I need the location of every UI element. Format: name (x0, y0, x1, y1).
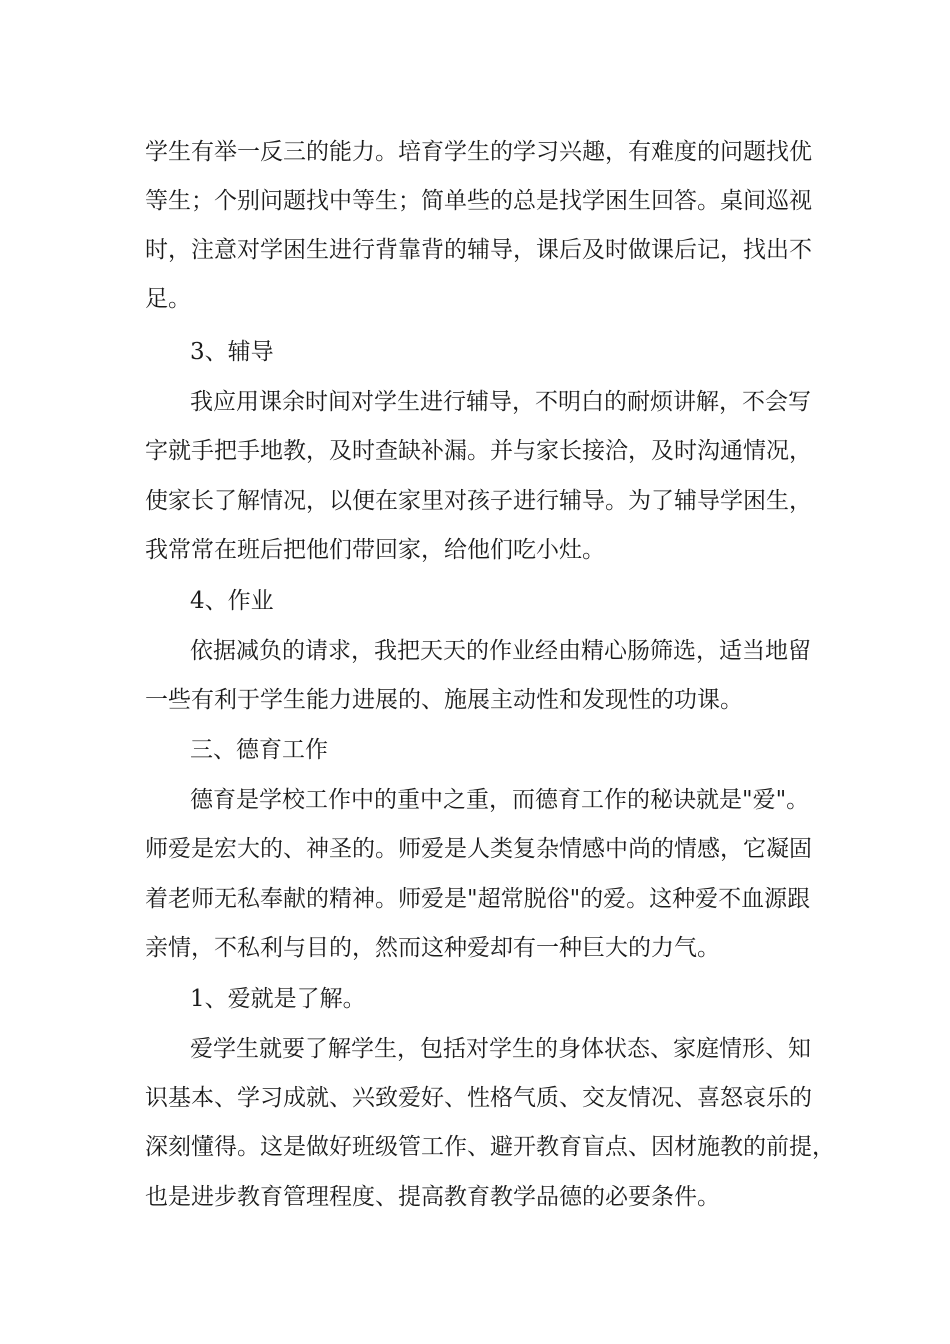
text-line: 等生；个别问题找中等生；简单些的总是找学困生回答。桌间巡视 (145, 188, 812, 214)
text-line: 也是进步教育管理程度、提高教育教学品德的必要条件。 (145, 1184, 720, 1210)
text-line: 一些有利于学生能力进展的、施展主动性和发现性的功课。 (145, 687, 743, 713)
text-line: 爱学生就要了解学生，包括对学生的身体状态、家庭情形、知 (190, 1036, 811, 1062)
text-line: 我常常在班后把他们带回家，给他们吃小灶。 (145, 537, 605, 563)
section-heading: 3、辅导 (190, 339, 274, 365)
section-heading: 三、德育工作 (190, 737, 328, 763)
text-line: 识基本、学习成就、兴致爱好、性格气质、交友情况、喜怒哀乐的 (145, 1085, 812, 1111)
text-line: 德育是学校工作中的重中之重，而德育工作的秘诀就是"爱"。 (190, 787, 810, 813)
text-line: 深刻懂得。这是做好班级管工作、避开教育盲点、因材施教的前提， (145, 1134, 835, 1160)
text-line: 着老师无私奉献的精神。师爱是"超常脱俗"的爱。这种爱不血源跟 (145, 886, 811, 912)
section-heading: 4、作业 (190, 588, 274, 614)
text-line: 足。 (145, 286, 191, 312)
text-line: 我应用课余时间对学生进行辅导，不明白的耐烦讲解，不会写 (190, 389, 811, 415)
text-line: 学生有举一反三的能力。培育学生的学习兴趣，有难度的问题找优 (145, 139, 812, 165)
text-line: 使家长了解情况，以便在家里对孩子进行辅导。为了辅导学困生， (145, 488, 812, 514)
text-line: 师爱是宏大的、神圣的。师爱是人类复杂情感中尚的情感，它凝固 (145, 836, 812, 862)
section-heading: 1、爱就是了解。 (190, 986, 366, 1012)
text-line: 依据减负的请求，我把天天的作业经由精心肠筛选，适当地留 (190, 638, 811, 664)
text-line: 字就手把手地教，及时查缺补漏。并与家长接洽，及时沟通情况， (145, 438, 812, 464)
text-line: 亲情，不私利与目的，然而这种爱却有一种巨大的力气。 (145, 935, 720, 961)
text-line: 时，注意对学困生进行背靠背的辅导，课后及时做课后记，找出不 (145, 237, 812, 263)
